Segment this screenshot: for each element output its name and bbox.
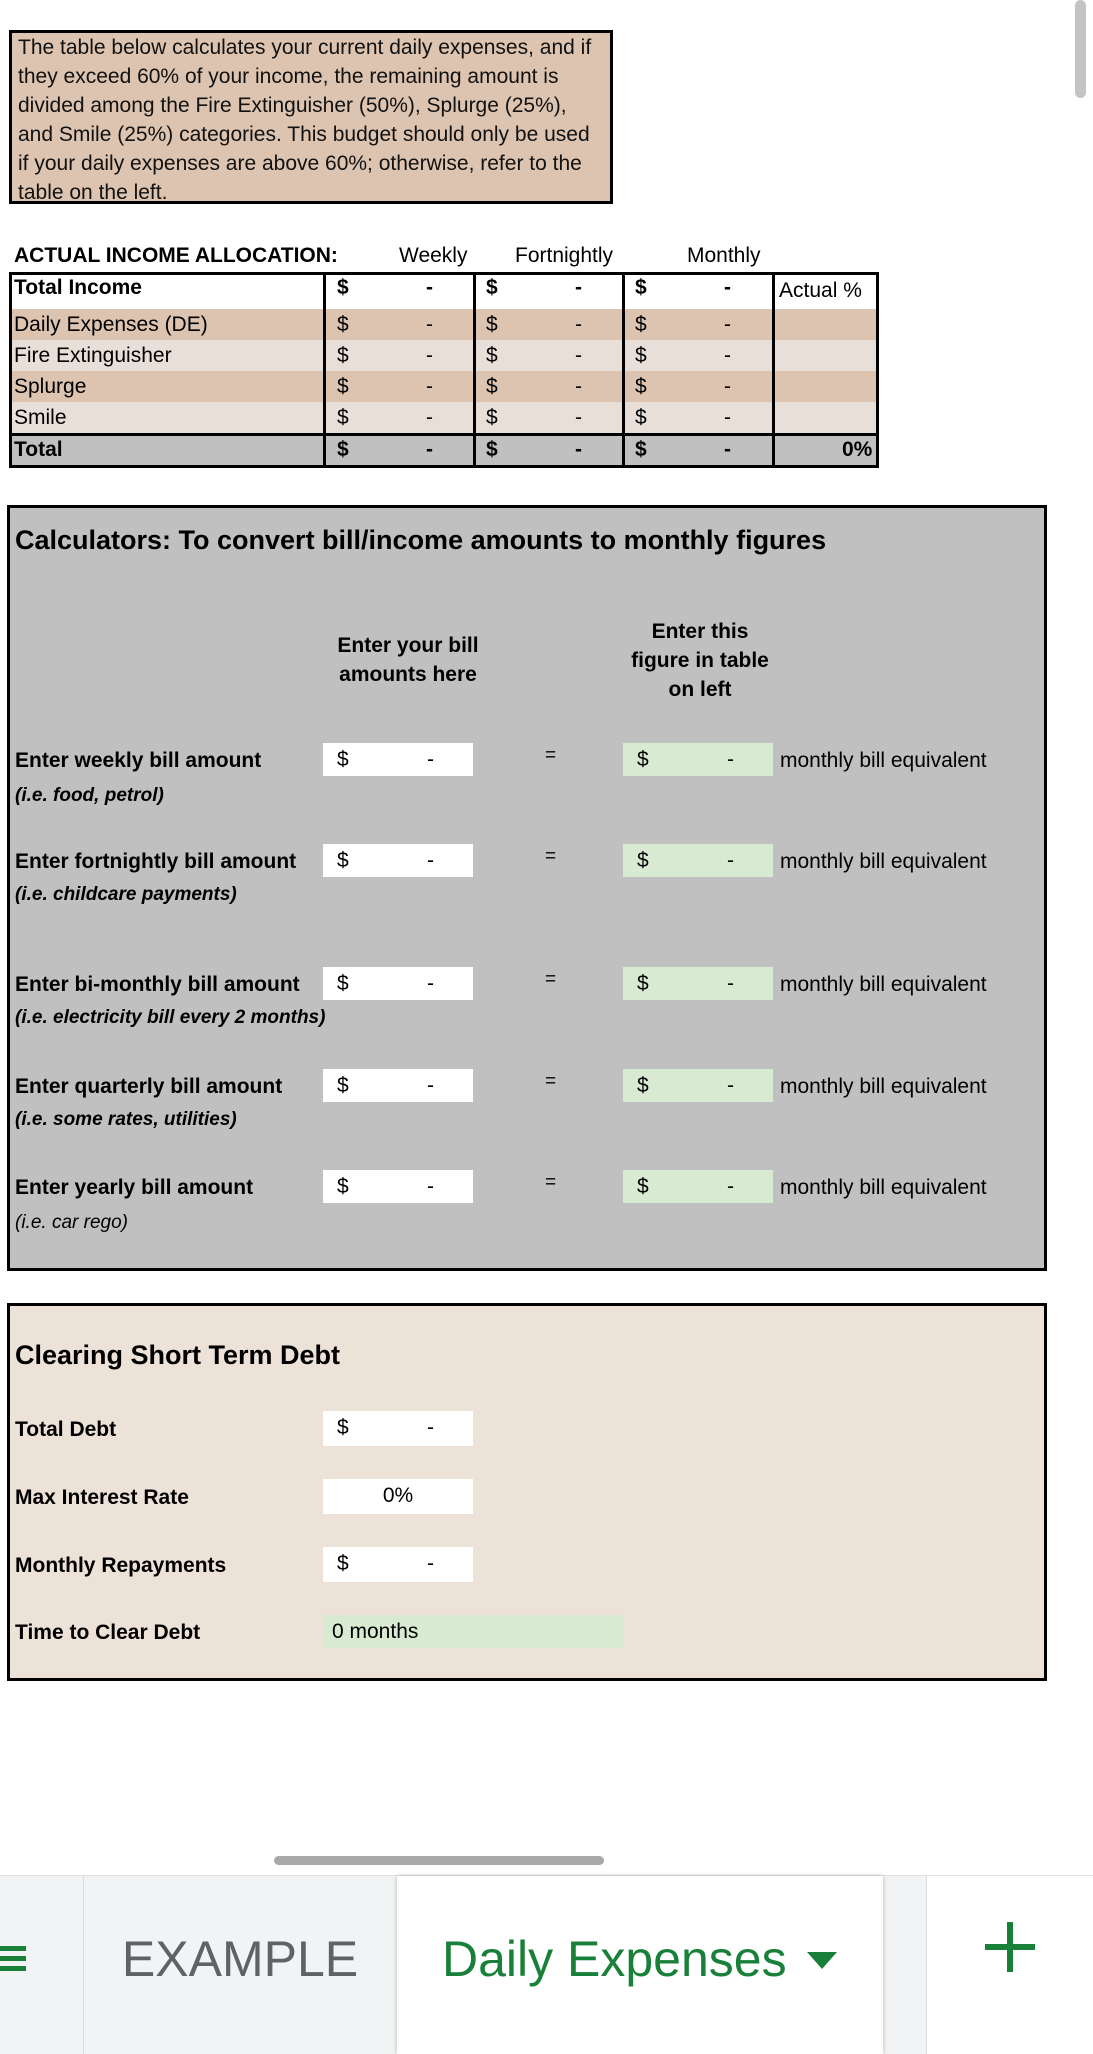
equivalent-label: monthly bill equivalent bbox=[780, 1176, 987, 1199]
input-value: - bbox=[427, 849, 434, 872]
col-weekly: Weekly bbox=[399, 244, 468, 267]
time-to-clear-label: Time to Clear Debt bbox=[15, 1621, 201, 1644]
monthly-value: - bbox=[724, 375, 731, 398]
horizontal-scrollbar[interactable] bbox=[274, 1856, 604, 1865]
input-value: - bbox=[427, 1552, 434, 1575]
currency: $ bbox=[637, 849, 649, 872]
currency: $ bbox=[337, 849, 349, 872]
weekly-input[interactable] bbox=[323, 743, 473, 776]
input-value: - bbox=[427, 748, 434, 771]
currency: $ bbox=[635, 438, 647, 461]
table-row[interactable] bbox=[9, 340, 879, 371]
currency: $ bbox=[337, 438, 349, 461]
quarterly-hint: (i.e. some rates, utilities) bbox=[15, 1109, 237, 1130]
currency: $ bbox=[337, 344, 349, 367]
bimonthly-label: Enter bi-monthly bill amount bbox=[15, 973, 300, 996]
result-value: - bbox=[727, 1074, 734, 1097]
equals-sign: = bbox=[545, 846, 557, 867]
equals-sign: = bbox=[545, 745, 557, 766]
tab-label: EXAMPLE bbox=[121, 1931, 359, 1987]
debt-title: Clearing Short Term Debt bbox=[15, 1340, 341, 1370]
sheet-tab-bar bbox=[0, 1875, 1093, 2054]
enter-amount-header: Enter your bill amounts here bbox=[337, 634, 479, 686]
max-rate-label: Max Interest Rate bbox=[15, 1486, 189, 1509]
row-label: Smile bbox=[14, 406, 67, 429]
quarterly-input[interactable] bbox=[323, 1069, 473, 1102]
equivalent-label: monthly bill equivalent bbox=[780, 973, 987, 996]
currency: $ bbox=[635, 313, 647, 336]
repayments-input[interactable] bbox=[323, 1547, 473, 1582]
weekly-value: - bbox=[426, 375, 433, 398]
yearly-label: Enter yearly bill amount bbox=[15, 1176, 254, 1199]
equivalent-label: monthly bill equivalent bbox=[780, 749, 987, 772]
repayments-label: Monthly Repayments bbox=[15, 1554, 227, 1577]
monthly-value: - bbox=[724, 276, 731, 299]
currency: $ bbox=[337, 748, 349, 771]
yearly-result[interactable] bbox=[623, 1170, 773, 1203]
table-row-total[interactable] bbox=[9, 434, 879, 465]
row-label: Total bbox=[14, 438, 63, 461]
fortnightly-label: Enter fortnightly bill amount bbox=[15, 850, 297, 873]
result-value: 0 months bbox=[332, 1620, 419, 1643]
table-row[interactable] bbox=[9, 402, 879, 433]
result-value: - bbox=[727, 748, 734, 771]
equals-sign: = bbox=[545, 969, 557, 990]
currency: $ bbox=[486, 406, 498, 429]
currency: $ bbox=[337, 1416, 349, 1439]
currency: $ bbox=[486, 313, 498, 336]
result-value: - bbox=[727, 972, 734, 995]
currency: $ bbox=[337, 313, 349, 336]
equivalent-label: monthly bill equivalent bbox=[780, 1075, 987, 1098]
calculators-panel bbox=[7, 505, 1047, 1271]
currency: $ bbox=[486, 344, 498, 367]
input-value: - bbox=[427, 972, 434, 995]
weekly-value: - bbox=[426, 276, 433, 299]
currency: $ bbox=[637, 972, 649, 995]
currency: $ bbox=[635, 406, 647, 429]
currency: $ bbox=[637, 748, 649, 771]
chevron-down-icon[interactable] bbox=[807, 1952, 837, 1969]
currency: $ bbox=[486, 276, 498, 299]
equals-sign: = bbox=[545, 1172, 557, 1193]
total-debt-input[interactable] bbox=[323, 1411, 473, 1446]
result-value: - bbox=[727, 849, 734, 872]
currency: $ bbox=[337, 972, 349, 995]
row-label: Fire Extinguisher bbox=[14, 344, 172, 367]
weekly-result[interactable] bbox=[623, 743, 773, 776]
result-value: - bbox=[727, 1175, 734, 1198]
fortnightly-value: - bbox=[575, 375, 582, 398]
weekly-value: - bbox=[426, 344, 433, 367]
tab-example[interactable] bbox=[84, 1876, 396, 2054]
currency: $ bbox=[635, 375, 647, 398]
currency: $ bbox=[337, 1175, 349, 1198]
monthly-value: - bbox=[724, 344, 731, 367]
allocation-heading: ACTUAL INCOME ALLOCATION: bbox=[14, 244, 338, 267]
max-rate-input[interactable] bbox=[323, 1479, 473, 1514]
currency: $ bbox=[486, 375, 498, 398]
currency: $ bbox=[635, 344, 647, 367]
equals-sign: = bbox=[545, 1071, 557, 1092]
calculators-title: Calculators: To convert bill/income amounts to monthly figures bbox=[15, 525, 827, 555]
intro-note[interactable]: The table below calculates your current daily expenses, and if they exceed 60% of your income, the remaining amount is divided among the Fire Extinguisher (50%), Splurge (25%), and Smile (25%) categories. This budget should only be used if your daily expenses are above 60%; otherwise, refer to the table on the left. bbox=[9, 30, 613, 204]
allocation-table bbox=[9, 272, 879, 468]
vertical-scrollbar[interactable] bbox=[1075, 0, 1086, 98]
tab-label: Daily Expenses bbox=[442, 1931, 787, 1987]
bimonthly-result[interactable] bbox=[623, 967, 773, 1000]
actual-pct-header: Actual % bbox=[779, 279, 862, 302]
yearly-input[interactable] bbox=[323, 1170, 473, 1203]
bimonthly-input[interactable] bbox=[323, 967, 473, 1000]
currency: $ bbox=[337, 375, 349, 398]
actual-pct-total: 0% bbox=[842, 438, 873, 461]
fortnightly-value: - bbox=[575, 406, 582, 429]
row-label: Daily Expenses (DE) bbox=[14, 313, 208, 336]
fortnightly-input[interactable] bbox=[323, 844, 473, 877]
sheet-list-icon[interactable] bbox=[0, 1946, 26, 1980]
row-label: Total Income bbox=[14, 276, 142, 299]
currency: $ bbox=[637, 1175, 649, 1198]
time-to-clear-result[interactable] bbox=[323, 1615, 623, 1648]
total-debt-label: Total Debt bbox=[15, 1418, 117, 1441]
tab-daily-expenses[interactable] bbox=[397, 1876, 883, 2054]
currency: $ bbox=[337, 1552, 349, 1575]
currency: $ bbox=[337, 1074, 349, 1097]
currency: $ bbox=[486, 438, 498, 461]
input-value: - bbox=[427, 1175, 434, 1198]
result-header: Enter this figure in table on left bbox=[631, 620, 769, 701]
monthly-value: - bbox=[724, 406, 731, 429]
weekly-label: Enter weekly bill amount bbox=[15, 749, 262, 772]
input-value: 0% bbox=[382, 1484, 414, 1507]
equivalent-label: monthly bill equivalent bbox=[780, 850, 987, 873]
quarterly-result[interactable] bbox=[623, 1069, 773, 1102]
quarterly-label: Enter quarterly bill amount bbox=[15, 1075, 283, 1098]
fortnightly-value: - bbox=[575, 344, 582, 367]
table-row[interactable] bbox=[9, 371, 879, 402]
fortnightly-value: - bbox=[575, 276, 582, 299]
table-row[interactable] bbox=[9, 309, 879, 340]
input-value: - bbox=[427, 1074, 434, 1097]
debt-panel bbox=[7, 1303, 1047, 1681]
currency: $ bbox=[337, 276, 349, 299]
monthly-value: - bbox=[724, 438, 731, 461]
weekly-value: - bbox=[426, 313, 433, 336]
fortnightly-result[interactable] bbox=[623, 844, 773, 877]
col-monthly: Monthly bbox=[687, 244, 761, 267]
input-value: - bbox=[427, 1416, 434, 1439]
monthly-value: - bbox=[724, 313, 731, 336]
yearly-hint: (i.e. car rego) bbox=[15, 1212, 128, 1233]
add-sheet-area[interactable] bbox=[927, 1876, 1093, 2054]
weekly-value: - bbox=[426, 438, 433, 461]
fortnightly-hint: (i.e. childcare payments) bbox=[15, 884, 237, 905]
table-row[interactable] bbox=[9, 272, 779, 303]
currency: $ bbox=[637, 1074, 649, 1097]
currency: $ bbox=[635, 276, 647, 299]
col-fortnightly: Fortnightly bbox=[515, 244, 614, 267]
fortnightly-value: - bbox=[575, 313, 582, 336]
row-label: Splurge bbox=[14, 375, 87, 398]
currency: $ bbox=[337, 406, 349, 429]
weekly-hint: (i.e. food, petrol) bbox=[15, 785, 164, 806]
bimonthly-hint: (i.e. electricity bill every 2 months) bbox=[15, 1007, 326, 1028]
fortnightly-value: - bbox=[575, 438, 582, 461]
add-sheet-icon[interactable] bbox=[985, 1922, 1035, 1972]
weekly-value: - bbox=[426, 406, 433, 429]
